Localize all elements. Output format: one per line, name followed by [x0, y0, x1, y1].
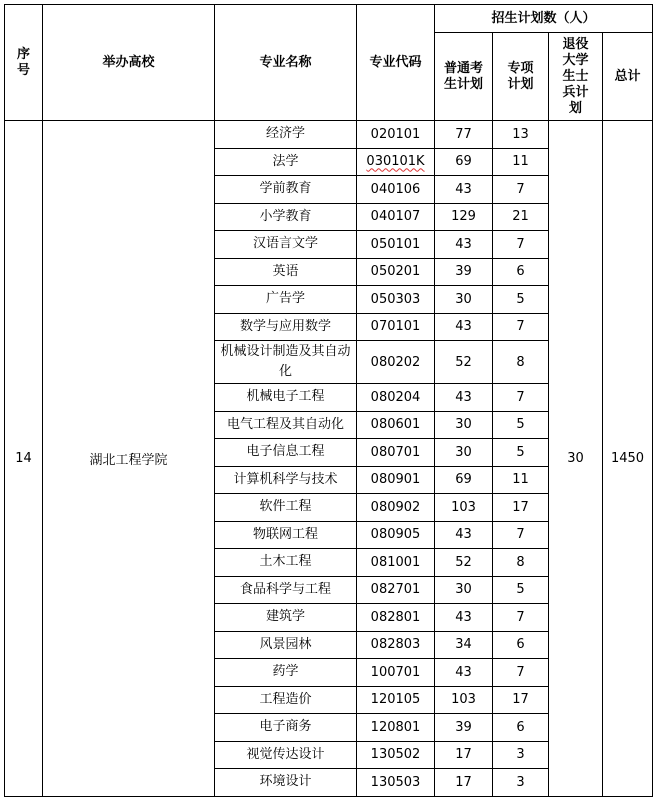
regular-plan-cell: 103 [435, 494, 493, 522]
major-name-cell [215, 176, 357, 204]
regular-plan-cell: 30 [435, 411, 493, 439]
major-code-text: 080901 [370, 472, 421, 488]
major-code-cell [357, 741, 435, 769]
major-code-cell [357, 203, 435, 231]
header-school: 举办高校 [43, 5, 215, 121]
major-name-cell [215, 411, 357, 439]
major-name-cell [215, 769, 357, 797]
major-name-cell [215, 631, 357, 659]
major-name-cell [215, 604, 357, 632]
major-name-text: 学前教育 [259, 181, 312, 197]
regular-plan-cell: 103 [435, 686, 493, 714]
special-plan-cell: 21 [493, 203, 549, 231]
regular-plan-cell: 30 [435, 576, 493, 604]
special-plan-cell: 11 [493, 466, 549, 494]
regular-plan-cell: 77 [435, 121, 493, 149]
regular-plan-cell: 43 [435, 604, 493, 632]
major-code-cell [357, 176, 435, 204]
major-code-text: 080601 [370, 417, 421, 433]
special-plan-cell: 8 [493, 341, 549, 384]
major-name-text: 风景园林 [259, 636, 312, 652]
major-code-cell [357, 714, 435, 742]
major-code-text: 082803 [370, 637, 421, 653]
regular-plan-cell: 43 [435, 231, 493, 259]
special-plan-cell: 3 [493, 769, 549, 797]
major-code-text: 050303 [370, 291, 421, 307]
major-code-cell [357, 769, 435, 797]
regular-plan-cell: 43 [435, 384, 493, 412]
special-plan-cell: 17 [493, 686, 549, 714]
enrollment-plan-table [4, 4, 653, 797]
special-plan-cell: 6 [493, 714, 549, 742]
major-code-cell [357, 659, 435, 687]
header-plan-group: 招生计划数（人） [435, 5, 653, 33]
major-code-cell [357, 258, 435, 286]
major-name-cell [215, 258, 357, 286]
major-name-cell [215, 384, 357, 412]
special-plan-cell: 7 [493, 176, 549, 204]
major-code-text: 082801 [370, 609, 421, 625]
major-name-text: 机械设计制造及其自动化 [220, 344, 351, 379]
special-plan-cell: 8 [493, 549, 549, 577]
special-plan-cell: 5 [493, 439, 549, 467]
major-name-cell [215, 714, 357, 742]
table-body [5, 121, 653, 797]
major-code-text: 120105 [370, 692, 421, 708]
major-name-cell [215, 494, 357, 522]
special-plan-cell: 3 [493, 741, 549, 769]
major-name-text: 法学 [272, 153, 299, 169]
major-name-cell [215, 576, 357, 604]
major-name-cell [215, 466, 357, 494]
major-code-cell [357, 494, 435, 522]
major-code-cell [357, 631, 435, 659]
major-name-text: 食品科学与工程 [239, 581, 331, 597]
special-plan-cell: 6 [493, 631, 549, 659]
major-code-text: 020101 [370, 126, 421, 142]
major-name-text: 物联网工程 [252, 526, 318, 542]
table-row [5, 121, 653, 149]
special-plan-cell: 7 [493, 659, 549, 687]
major-name-cell [215, 231, 357, 259]
header-seq: 序号 [5, 5, 43, 121]
major-name-text: 环境设计 [259, 774, 312, 790]
major-code-text: 030101K [366, 154, 425, 170]
regular-plan-cell: 17 [435, 769, 493, 797]
regular-plan-cell: 69 [435, 148, 493, 176]
major-name-cell [215, 286, 357, 314]
regular-plan-cell: 43 [435, 521, 493, 549]
special-plan-cell: 5 [493, 576, 549, 604]
seq-cell: 14 [5, 121, 43, 797]
major-name-text: 电子商务 [259, 719, 312, 735]
veteran-plan-cell: 30 [549, 121, 603, 797]
major-code-text: 040106 [370, 181, 421, 197]
major-name-cell [215, 549, 357, 577]
regular-plan-cell: 43 [435, 659, 493, 687]
major-code-text: 120801 [370, 719, 421, 735]
major-name-text: 汉语言文学 [252, 236, 318, 252]
major-name-cell [215, 659, 357, 687]
major-name-text: 机械电子工程 [246, 389, 325, 405]
major-code-cell [357, 686, 435, 714]
special-plan-cell: 11 [493, 148, 549, 176]
major-code-text: 081001 [370, 554, 421, 570]
major-name-text: 小学教育 [259, 208, 312, 224]
major-code-cell [357, 411, 435, 439]
header-special: 专项计划 [493, 33, 549, 121]
major-name-cell [215, 121, 357, 149]
regular-plan-cell: 52 [435, 549, 493, 577]
header-major-code: 专业代码 [357, 5, 435, 121]
major-code-text: 080902 [370, 499, 421, 515]
major-name-cell [215, 686, 357, 714]
major-name-text: 建筑学 [265, 609, 305, 625]
major-code-cell [357, 148, 435, 176]
major-code-text: 080204 [370, 389, 421, 405]
special-plan-cell: 5 [493, 286, 549, 314]
major-name-cell [215, 741, 357, 769]
regular-plan-cell: 17 [435, 741, 493, 769]
major-code-cell [357, 231, 435, 259]
major-name-cell [215, 341, 357, 384]
regular-plan-cell: 52 [435, 341, 493, 384]
regular-plan-cell: 39 [435, 258, 493, 286]
header-veteran: 退役大学生士兵计划 [549, 33, 603, 121]
major-code-text: 040107 [370, 209, 421, 225]
major-name-cell [215, 203, 357, 231]
major-code-cell [357, 576, 435, 604]
major-code-text: 130503 [370, 774, 421, 790]
major-name-text: 药学 [272, 664, 299, 680]
major-code-cell [357, 439, 435, 467]
special-plan-cell: 13 [493, 121, 549, 149]
major-name-text: 经济学 [265, 126, 305, 142]
header-major-name: 专业名称 [215, 5, 357, 121]
major-code-text: 130502 [370, 747, 421, 763]
special-plan-cell: 7 [493, 231, 549, 259]
major-code-cell [357, 341, 435, 384]
major-code-cell [357, 384, 435, 412]
major-code-text: 080701 [370, 444, 421, 460]
major-name-text: 数学与应用数学 [239, 318, 331, 334]
regular-plan-cell: 39 [435, 714, 493, 742]
major-name-text: 电子信息工程 [246, 444, 325, 460]
special-plan-cell: 5 [493, 411, 549, 439]
special-plan-cell: 7 [493, 604, 549, 632]
major-name-cell [215, 313, 357, 341]
major-code-text: 080905 [370, 527, 421, 543]
special-plan-cell: 7 [493, 313, 549, 341]
special-plan-cell: 17 [493, 494, 549, 522]
major-code-cell [357, 521, 435, 549]
header-regular: 普通考生计划 [435, 33, 493, 121]
major-code-text: 080202 [370, 354, 421, 370]
regular-plan-cell: 30 [435, 286, 493, 314]
major-code-text: 050101 [370, 236, 421, 252]
major-code-text: 050201 [370, 264, 421, 280]
regular-plan-cell: 34 [435, 631, 493, 659]
major-code-cell [357, 286, 435, 314]
major-code-text: 100701 [370, 664, 421, 680]
major-name-text: 视觉传达设计 [246, 746, 325, 762]
major-name-text: 工程造价 [259, 691, 312, 707]
regular-plan-cell: 30 [435, 439, 493, 467]
major-name-text: 土木工程 [259, 554, 312, 570]
major-name-text: 计算机科学与技术 [233, 471, 338, 487]
special-plan-cell: 7 [493, 521, 549, 549]
major-code-text: 082701 [370, 582, 421, 598]
regular-plan-cell: 43 [435, 176, 493, 204]
major-name-text: 广告学 [265, 291, 305, 307]
special-plan-cell: 6 [493, 258, 549, 286]
major-code-cell [357, 549, 435, 577]
major-code-cell [357, 313, 435, 341]
major-name-text: 软件工程 [259, 499, 312, 515]
major-name-text: 英语 [272, 263, 299, 279]
special-plan-cell: 7 [493, 384, 549, 412]
major-name-text: 电气工程及其自动化 [226, 416, 344, 432]
major-code-cell [357, 121, 435, 149]
regular-plan-cell: 69 [435, 466, 493, 494]
major-name-cell [215, 148, 357, 176]
major-name-cell [215, 521, 357, 549]
regular-plan-cell: 129 [435, 203, 493, 231]
regular-plan-cell: 43 [435, 313, 493, 341]
major-name-cell [215, 439, 357, 467]
major-code-text: 070101 [370, 319, 421, 335]
major-code-cell [357, 604, 435, 632]
school-cell: 湖北工程学院 [43, 121, 215, 797]
header-total: 总计 [603, 33, 653, 121]
total-cell: 1450 [603, 121, 653, 797]
major-code-cell [357, 466, 435, 494]
